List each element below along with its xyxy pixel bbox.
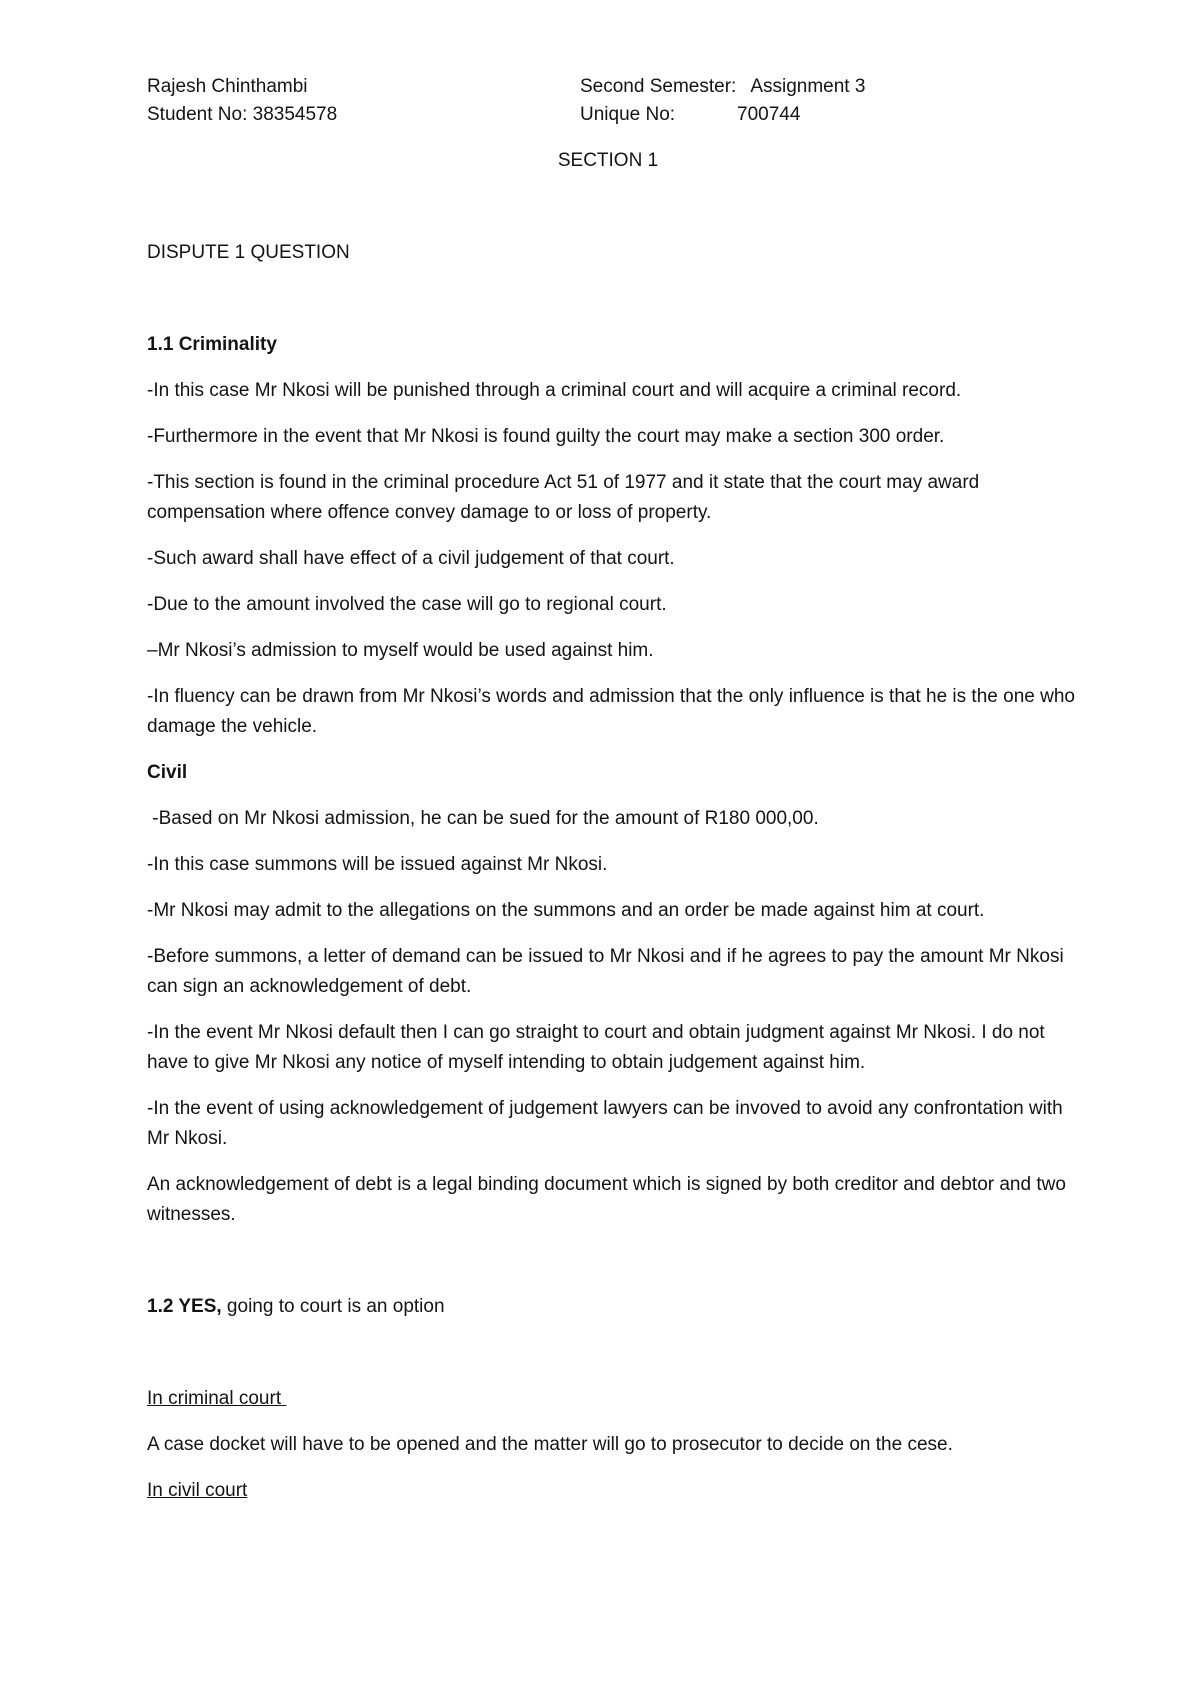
civil-line-6: -In the event of using acknowledgement of judgement lawyers can be invoved to avoid any confrontation with Mr Nkosi. bbox=[147, 1098, 1063, 1149]
section-title: SECTION 1 bbox=[557, 150, 659, 171]
civil-line-2: -In this case summons will be issued against Mr Nkosi. bbox=[147, 854, 608, 875]
q11-line-6: –Mr Nkosi’s admission to myself would be used against him. bbox=[147, 640, 654, 661]
student-number: Student No: 38354578 bbox=[147, 104, 338, 125]
q11-line-4: -Such award shall have effect of a civil judgement of that court. bbox=[147, 548, 675, 569]
unique-number-value: 700744 bbox=[737, 104, 801, 125]
author-name: Rajesh Chinthambi bbox=[147, 76, 308, 97]
q11-heading bbox=[147, 330, 277, 360]
civil-line-7: An acknowledgement of debt is a legal binding document which is signed by both creditor and debtor and two witnesses. bbox=[147, 1174, 1066, 1225]
civil-line-3: -Mr Nkosi may admit to the allegations on the summons and an order be made against him at court. bbox=[147, 900, 985, 921]
assignment-text: Assignment 3 bbox=[750, 76, 866, 97]
criminal-court-text: A case docket will have to be opened and the matter will go to prosecutor to decide on the cese. bbox=[147, 1434, 953, 1455]
q12-heading-rest: going to court is an option bbox=[221, 1296, 445, 1317]
civil-line-4: -Before summons, a letter of demand can be issued to Mr Nkosi and if he agrees to pay the amount Mr Nkosi can sign an acknowledgement of debt. bbox=[147, 946, 1064, 997]
criminal-court-heading: In criminal court bbox=[147, 1388, 287, 1409]
q12-heading-bold: 1.2 YES, bbox=[147, 1296, 222, 1317]
q11-line-7: -In fluency can be drawn from Mr Nkosi’s words and admission that the only influence is that he is the one who damage the vehicle. bbox=[147, 686, 1075, 737]
q12-heading bbox=[147, 1292, 445, 1322]
q11-heading-text: Criminality bbox=[178, 334, 277, 355]
dispute-title: DISPUTE 1 QUESTION bbox=[147, 242, 350, 263]
semester-label bbox=[580, 72, 865, 102]
q11-heading-number: 1.1 bbox=[147, 334, 174, 355]
q11-line-3: -This section is found in the criminal procedure Act 51 of 1977 and it state that the court may award compensation where offence convey damage to or loss of property. bbox=[147, 472, 980, 523]
q11-line-2: -Furthermore in the event that Mr Nkosi is found guilty the court may make a section 300 order. bbox=[147, 426, 945, 447]
civil-line-5: -In the event Mr Nkosi default then I can go straight to court and obtain judgment against Mr Nkosi. I do not have to give Mr Nkosi any notice of myself intending to obtain judgement against him. bbox=[147, 1022, 1045, 1073]
q11-line-1: -In this case Mr Nkosi will be punished through a criminal court and will acquire a criminal record. bbox=[147, 380, 962, 401]
semester-text: Second Semester: bbox=[580, 76, 737, 97]
q11-line-5: -Due to the amount involved the case will go to regional court. bbox=[147, 594, 667, 615]
civil-court-heading: In civil court bbox=[147, 1480, 248, 1501]
civil-heading: Civil bbox=[147, 762, 188, 783]
unique-number-label: Unique No: bbox=[580, 104, 676, 125]
civil-line-1: -Based on Mr Nkosi admission, he can be sued for the amount of R180 000,00. bbox=[147, 808, 819, 829]
